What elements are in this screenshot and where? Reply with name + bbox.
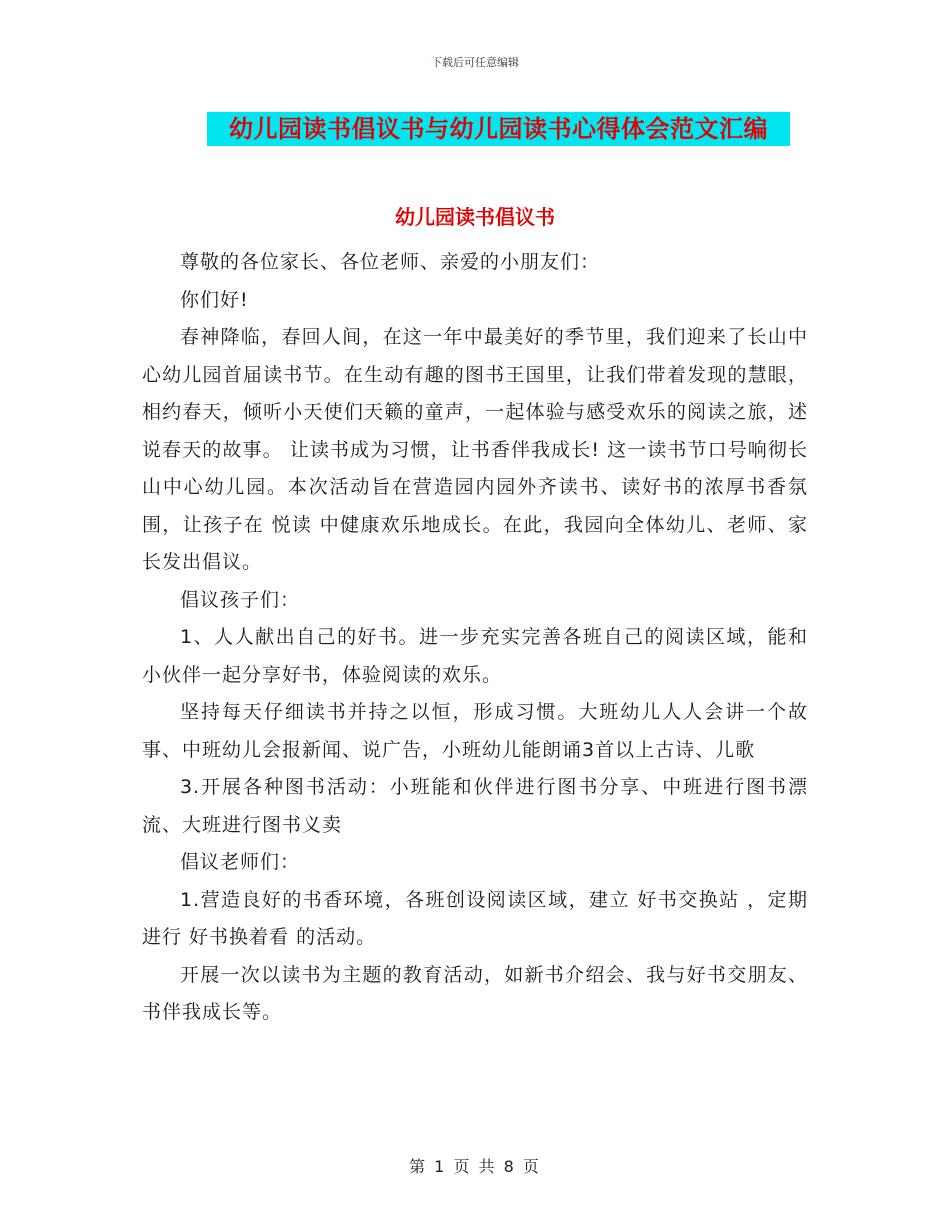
paragraph-children-2: 坚持每天仔细读书并持之以恒，形成习惯。大班幼儿人人会讲一个故事、中班幼儿会报新闻、说广告，小班幼儿能朗诵3首以上古诗、儿歌 [142, 701, 808, 761]
page-footer: 第 1 页 共 8 页 [409, 1157, 541, 1176]
body-text [142, 244, 808, 1032]
header-note: 下载后可任意编辑 [431, 56, 519, 69]
paragraph-children-3: 3.开展各种图书活动：小班能和伙伴进行图书分享、中班进行图书漂流、大班进行图书义卖 [142, 776, 808, 836]
paragraph-teachers-2: 开展一次以读书为主题的教育活动，如新书介绍会、我与好书交朋友、书伴我成长等。 [142, 963, 808, 1023]
section-title: 幼儿园读书倡议书 [395, 205, 555, 229]
paragraph-teachers-heading: 倡议老师们： [180, 851, 301, 873]
paragraph-greeting: 尊敬的各位家长、各位老师、亲爱的小朋友们： [180, 251, 601, 273]
paragraph-children-heading: 倡议孩子们： [180, 588, 301, 611]
paragraph-intro: 春神降临，春回人间，在这一年中最美好的季节里，我们迎来了长山中心幼儿园首届读书节。在生动有趣的图书王国里，让我们带着发现的慧眼，相约春天，倾听小天使们天籁的童声，一起体验与感受欢乐的阅读之旅，述说春天的故事。 让读书成为习惯，让书香伴我成长! 这一读书节口号响彻长山中心幼儿园。本次活动旨在营造园内园外齐读书、读好书的浓厚书香氛围，让孩子在 悦读 中健康欢乐地成长。在此，我园向全体幼儿、老师、家长发出倡议。 [142, 326, 808, 573]
main-title: 幼儿园读书倡议书与幼儿园读书心得体会范文汇编 [229, 115, 768, 143]
paragraph-teachers-1: 1.营造良好的书香环境，各班创设阅读区域，建立 好书交换站 ，定期进行 好书换着看 的活动。 [142, 888, 808, 948]
main-title-highlight [207, 112, 790, 146]
paragraph-hello: 你们好! [180, 288, 249, 311]
paragraph-children-1: 1、人人献出自己的好书。进一步充实完善各班自己的阅读区域，能和小伙伴一起分享好书，体验阅读的欢乐。 [142, 626, 808, 686]
